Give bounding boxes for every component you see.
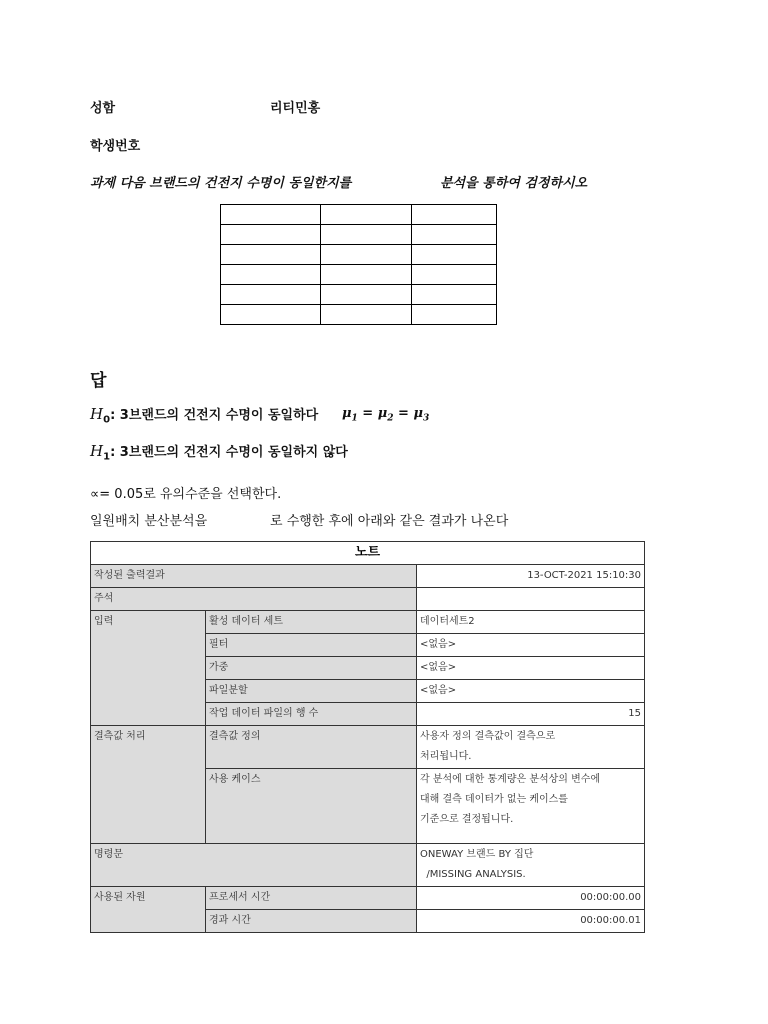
alternative-hypothesis <box>90 441 348 463</box>
cases-used-line1: 각 분석에 대한 통계량은 분석상의 변수에 <box>420 774 601 785</box>
comment-value <box>417 588 645 611</box>
task-text-part1: 과제 다음 브랜드의 건전지 수명이 동일한지를 <box>90 176 352 191</box>
syntax-label: 명령문 <box>91 844 417 887</box>
blank-table-cell <box>321 245 412 265</box>
blank-table-cell <box>412 285 497 305</box>
notes-output-table <box>90 541 645 933</box>
filter-label: 필터 <box>206 634 417 657</box>
h1-symbol: H <box>90 442 104 460</box>
blank-table-row <box>221 205 497 225</box>
blank-table-cell <box>321 225 412 245</box>
cases-used-label: 사용 케이스 <box>206 769 417 844</box>
comment-label: 주석 <box>91 588 417 611</box>
blank-data-table <box>220 204 497 325</box>
syntax-line1: ONEWAY 브랜드 BY 집단 <box>420 849 534 860</box>
blank-table-cell <box>412 265 497 285</box>
mu-1-sub: 1 <box>351 413 358 424</box>
blank-table-cell <box>412 225 497 245</box>
h0-subscript: 0 <box>103 414 111 426</box>
cases-used-value <box>417 769 645 844</box>
blank-table-row <box>221 305 497 325</box>
blank-table-row <box>221 225 497 245</box>
blank-table-cell <box>221 305 321 325</box>
resources-label: 사용된 자원 <box>91 887 206 933</box>
cases-used-line2: 대해 결측 데이터가 없는 케이스를 <box>420 794 568 805</box>
h1-text: : 3브랜드의 건전지 수명이 동일하지 않다 <box>110 445 348 460</box>
blank-table-cell <box>321 305 412 325</box>
split-file-value: <없음> <box>417 680 645 703</box>
h0-symbol: H <box>90 405 104 423</box>
row-count-value: 15 <box>417 703 645 726</box>
missing-handling-label: 결측값 처리 <box>91 726 206 844</box>
processor-time-value: 00:00:00.00 <box>417 887 645 910</box>
row-count-label: 작업 데이터 파일의 행 수 <box>206 703 417 726</box>
filter-value: <없음> <box>417 634 645 657</box>
syntax-value <box>417 844 645 887</box>
mu-2: μ <box>377 406 388 421</box>
answer-heading: 답 <box>90 371 107 391</box>
elapsed-time-value: 00:00:00.01 <box>417 910 645 933</box>
mu-3: μ <box>413 406 423 421</box>
active-dataset-value: 데이터세트2 <box>417 611 645 634</box>
h1-subscript: 1 <box>103 451 111 463</box>
null-hypothesis-formula <box>342 406 429 424</box>
blank-table-cell <box>412 305 497 325</box>
name-label: 성함 <box>90 101 116 116</box>
blank-table-cell <box>221 285 321 305</box>
mu-1: μ <box>342 406 352 421</box>
equals-1: = <box>357 406 378 421</box>
weight-label: 가중 <box>206 657 417 680</box>
missing-definition-line2: 처리됩니다. <box>420 751 472 762</box>
cases-used-line3: 기준으로 결정됩니다. <box>420 814 514 825</box>
blank-table-cell <box>321 205 412 225</box>
equals-2: = <box>393 406 414 421</box>
active-dataset-label: 활성 데이터 세트 <box>206 611 417 634</box>
missing-definition-value <box>417 726 645 769</box>
blank-table-row <box>221 285 497 305</box>
missing-definition-label: 결측값 정의 <box>206 726 417 769</box>
created-output-value: 13-OCT-2021 15:10:30 <box>417 565 645 588</box>
h0-text: : 3브랜드의 건전지 수명이 동일하다 <box>110 408 319 423</box>
anova-text-part2: 로 수행한 후에 아래와 같은 결과가 나온다 <box>270 514 509 529</box>
elapsed-time-label: 경과 시간 <box>206 910 417 933</box>
task-text-part2: 분석을 통하여 검정하시오 <box>440 176 588 191</box>
weight-value: <없음> <box>417 657 645 680</box>
blank-table-cell <box>321 265 412 285</box>
blank-table-row <box>221 265 497 285</box>
anova-text-part1: 일원배치 분산분석을 <box>90 514 208 529</box>
split-file-label: 파일분할 <box>206 680 417 703</box>
blank-table-cell <box>221 205 321 225</box>
blank-table-cell <box>412 205 497 225</box>
processor-time-label: 프로세서 시간 <box>206 887 417 910</box>
student-id-label: 학생번호 <box>90 139 141 154</box>
blank-table-cell <box>412 245 497 265</box>
blank-table-cell <box>221 265 321 285</box>
mu-2-sub: 2 <box>387 413 394 424</box>
name-value: 리티민홍 <box>270 101 321 116</box>
blank-table-cell <box>221 225 321 245</box>
mu-3-sub: 3 <box>422 413 430 424</box>
significance-level-text: ∝= 0.05로 유의수준을 선택한다. <box>90 487 282 502</box>
blank-table-cell <box>321 285 412 305</box>
blank-table-row <box>221 245 497 265</box>
blank-table-cell <box>221 245 321 265</box>
input-label: 입력 <box>91 611 206 726</box>
missing-definition-line1: 사용자 정의 결측값이 결측으로 <box>420 731 556 742</box>
notes-title: 노트 <box>91 542 645 565</box>
created-output-label: 작성된 출력결과 <box>91 565 417 588</box>
null-hypothesis <box>90 404 318 426</box>
syntax-line2: /MISSING ANALYSIS. <box>420 869 526 880</box>
